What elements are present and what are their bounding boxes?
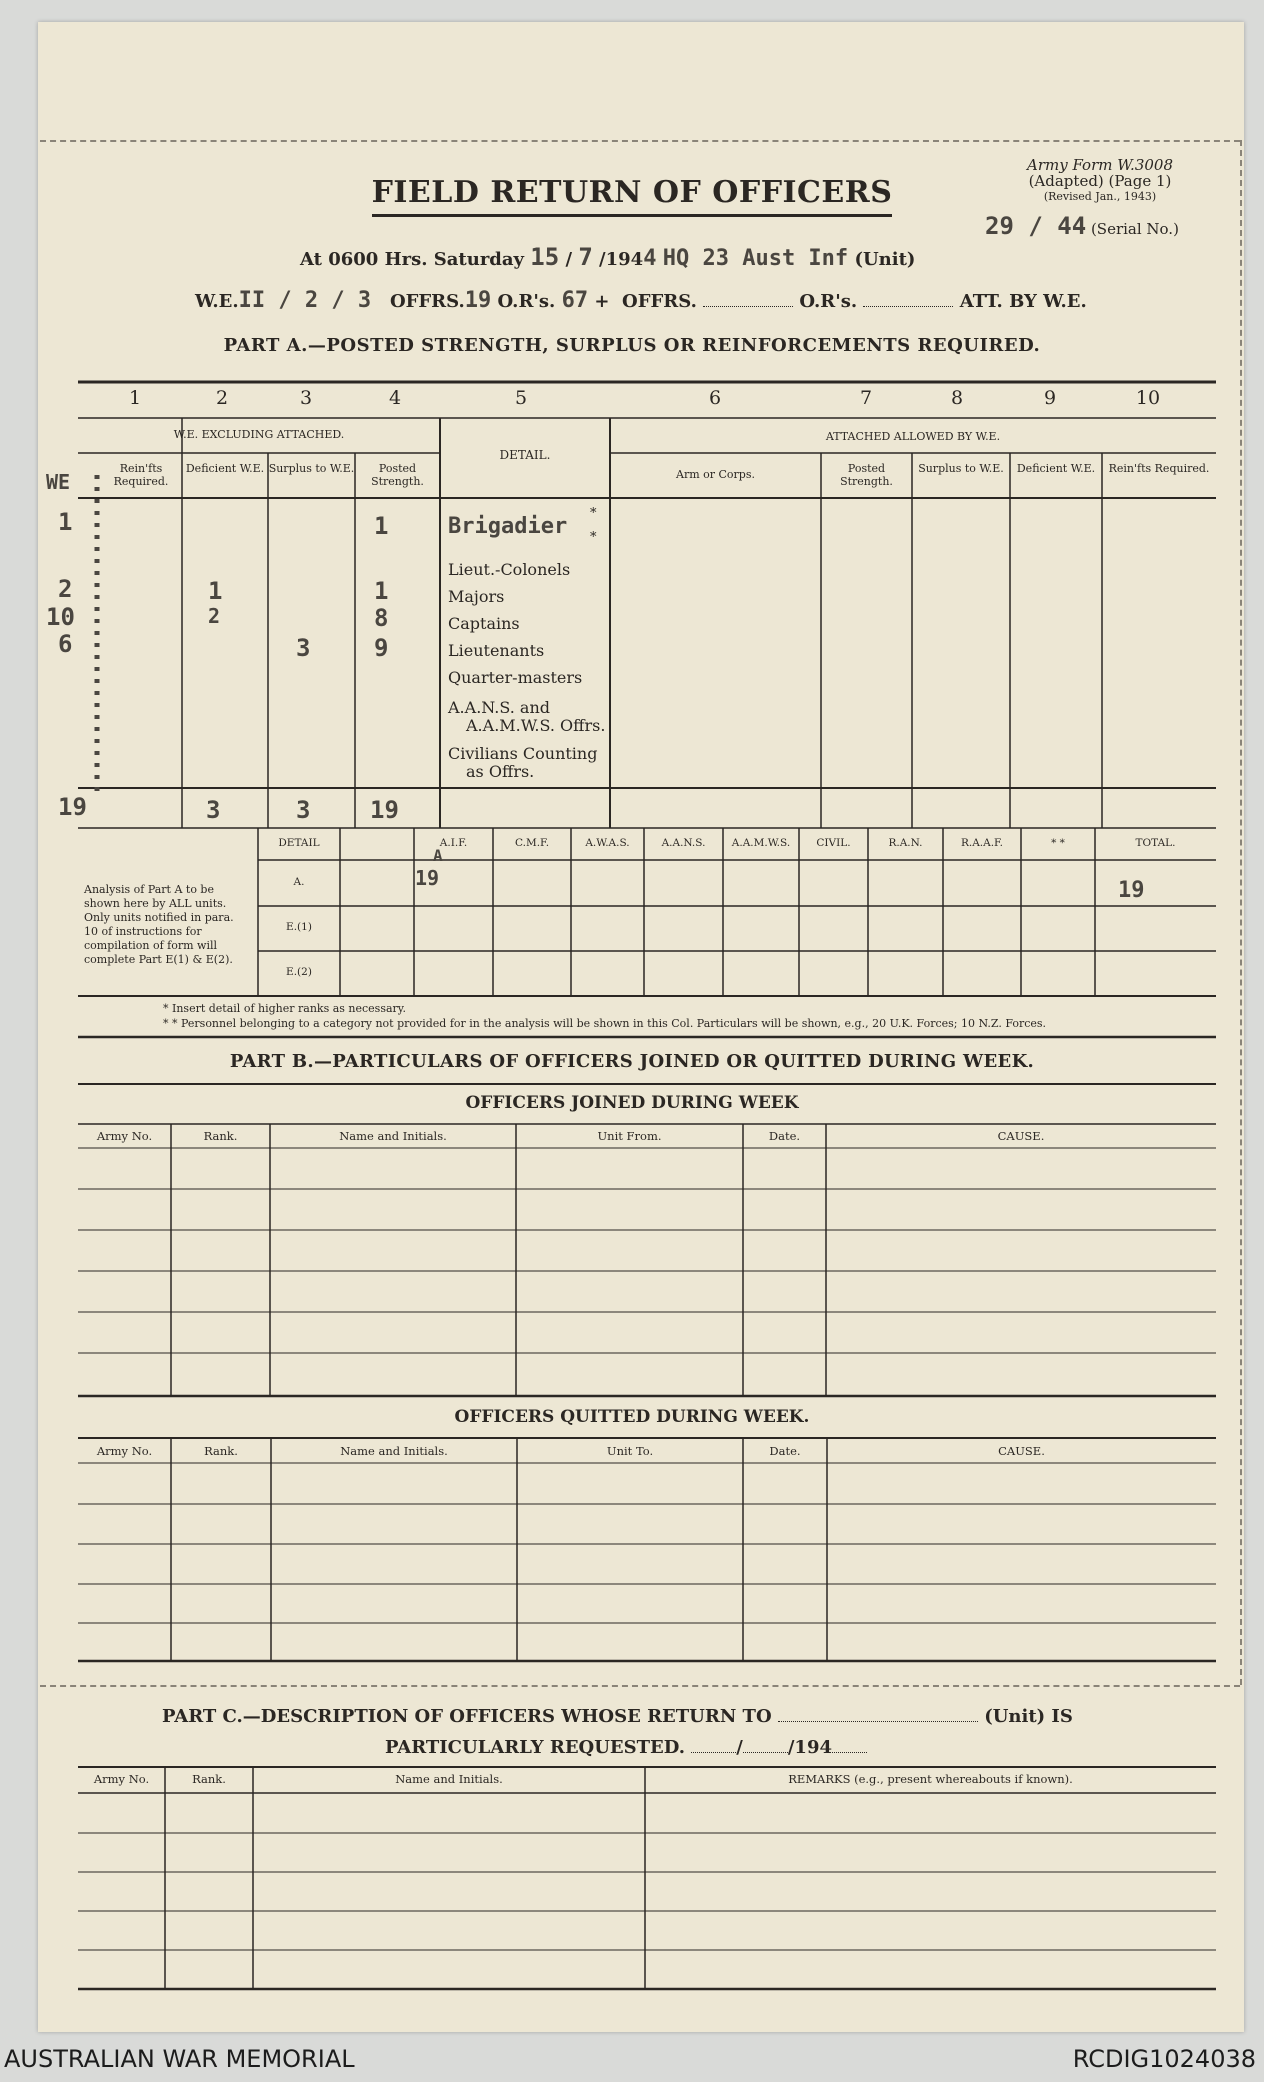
ors-label: O.R's. <box>497 291 556 312</box>
col-number-2: 2 <box>215 387 229 409</box>
plus-sign: + <box>594 291 610 312</box>
margin-we-brigadier: 1 <box>58 508 73 536</box>
date-month: 7 <box>578 243 593 271</box>
col-number-5: 5 <box>514 387 528 409</box>
total-we: 19 <box>58 793 87 821</box>
unit-name: HQ 23 Aust Inf <box>662 246 849 271</box>
asterisk-1: * <box>590 506 597 521</box>
col-header-deficient: Deficient W.E. <box>185 462 265 475</box>
quitted-header-army-no: Army No. <box>96 1444 153 1458</box>
analysis-header-aans: A.A.N.S. <box>661 837 706 849</box>
analysis-header-total: TOTAL. <box>1135 837 1176 849</box>
analysis-header-aif: A.I.F. <box>439 837 468 849</box>
part-c-title-b: (Unit) IS <box>984 1706 1073 1727</box>
analysis-header-raaf: R.A.A.F. <box>960 837 1004 849</box>
att-label: ATT. BY W.E. <box>959 291 1087 312</box>
col-number-7: 7 <box>859 387 873 409</box>
analysis-header-aamws: A.A.M.W.S. <box>731 837 791 849</box>
analysis-header-cmf: C.M.F. <box>514 837 550 849</box>
joined-header-rank: Rank. <box>203 1129 238 1143</box>
col-number-9: 9 <box>1043 387 1057 409</box>
date-prefix: At 0600 Hrs. Saturday <box>300 249 525 270</box>
analysis-a-aif: 19 <box>415 866 440 890</box>
quitted-header-unit-to: Unit To. <box>606 1444 654 1458</box>
analysis-row-e1: E.(1) <box>286 921 312 933</box>
part-c-header-remarks: REMARKS (e.g., present whereabouts if known). <box>788 1772 1073 1786</box>
col-header-arm-corps: Arm or Corps. <box>676 468 755 481</box>
part-a-title: PART A.—POSTED STRENGTH, SURPLUS OR REINFORCEMENTS REQUIRED. <box>223 335 1041 356</box>
asterisk-2: * <box>590 530 597 545</box>
rank-civilians-offrs: as Offrs. <box>466 762 535 781</box>
joined-header-unit-from: Unit From. <box>597 1129 662 1143</box>
ors-value: 67 <box>561 288 589 313</box>
form-ref-line1: Army Form W.3008 <box>1027 156 1173 174</box>
analysis-header-detail: DETAIL <box>278 837 320 849</box>
quitted-title: OFFICERS QUITTED DURING WEEK. <box>454 1407 810 1427</box>
part-b-title: PART B.—PARTICULARS OF OFFICERS JOINED OR QUITTED DURING WEEK. <box>229 1051 1035 1072</box>
rank-civilians: Civilians Counting <box>448 744 598 763</box>
part-c-header-name: Name and Initials. <box>395 1772 503 1786</box>
joined-title: OFFICERS JOINED DURING WEEK <box>465 1093 799 1113</box>
form-ref-line2: (Adapted) (Page 1) <box>1028 172 1172 190</box>
date-year-prefix: /194 <box>599 249 644 270</box>
footer-institution: AUSTRALIAN WAR MEMORIAL <box>4 2045 355 2073</box>
col-header-att-posted: Posted Strength. <box>840 462 893 488</box>
col-number-1: 1 <box>128 387 142 409</box>
col-header-att-reinfts: Rein'fts Required. <box>1108 462 1210 475</box>
serial-value: 29 / 44 <box>985 212 1087 240</box>
col-header-reinfts: Rein'fts Required. <box>113 462 169 488</box>
group-we-excluding-attached: W.E. EXCLUDING ATTACHED. <box>173 428 345 441</box>
margin-we-captains: 10 <box>46 603 75 631</box>
date-year-digit: 4 <box>643 246 657 271</box>
margin-we-lieutenants: 6 <box>58 630 73 658</box>
serial-label: (Serial No.) <box>1090 220 1179 238</box>
unit-label: (Unit) <box>854 249 916 270</box>
analysis-header-civil: CIVIL. <box>816 837 851 849</box>
analysis-row-a: A. <box>293 876 305 888</box>
posted-majors: 1 <box>374 577 389 605</box>
form-title-text: FIELD RETURN OF OFFICERS <box>372 175 893 217</box>
offrs2-label: OFFRS. <box>622 291 697 312</box>
analysis-header-other: * * <box>1051 837 1065 849</box>
col-header-att-surplus: Surplus to W.E. <box>918 462 1004 475</box>
analysis-a-total: 19 <box>1118 878 1145 903</box>
analysis-header-awas: A.W.A.S. <box>585 837 630 849</box>
form-ref-line3: (Revised Jan., 1943) <box>1043 190 1157 203</box>
joined-header-army-no: Army No. <box>96 1129 153 1143</box>
offrs-label: OFFRS. <box>389 291 465 312</box>
col-header-surplus: Surplus to W.E. <box>268 462 355 475</box>
quitted-header-rank: Rank. <box>204 1444 238 1458</box>
col-number-3: 3 <box>299 387 313 409</box>
we-label: W.E. <box>195 291 239 312</box>
col-header-att-deficient: Deficient W.E. <box>1016 462 1096 475</box>
col-header-posted: Posted Strength. <box>371 462 424 488</box>
surplus-lieutenants: 3 <box>296 634 311 662</box>
joined-header-cause: CAUSE. <box>997 1129 1045 1143</box>
part-c-date-slash: / <box>736 1737 743 1758</box>
joined-header-name: Name and Initials. <box>339 1129 447 1143</box>
rank-majors: Majors <box>448 587 505 606</box>
analysis-header-ran: R.A.N. <box>888 837 923 849</box>
part-c-requested: PARTICULARLY REQUESTED. <box>385 1737 685 1758</box>
col-number-4: 4 <box>388 387 402 409</box>
posted-captains: 8 <box>374 604 389 632</box>
footer-catalogue-id: RCDIG1024038 <box>1072 2045 1256 2073</box>
part-c-title-a: PART C.—DESCRIPTION OF OFFICERS WHOSE RETURN TO <box>162 1706 772 1727</box>
rank-aans: A.A.N.S. and <box>448 698 550 717</box>
margin-we-label: WE <box>46 470 71 494</box>
we-value: II / 2 / 3 <box>238 288 372 313</box>
part-c-line2 <box>385 1737 867 1758</box>
part-c-header-rank: Rank. <box>192 1772 226 1786</box>
deficient-captains: 2 <box>208 604 221 628</box>
footnote-1: * Insert detail of higher ranks as necessary. <box>163 1002 407 1015</box>
offrs-value: 19 <box>464 288 492 313</box>
rank-lieutenants: Lieutenants <box>448 641 545 660</box>
quitted-header-date: Date. <box>769 1444 801 1458</box>
deficient-majors: 1 <box>208 577 223 605</box>
part-c-title <box>162 1706 1073 1727</box>
detail-header: DETAIL. <box>499 448 551 462</box>
analysis-row-e2: E.(2) <box>286 966 312 978</box>
col-number-6: 6 <box>708 387 722 409</box>
posted-lieutenants: 9 <box>374 634 389 662</box>
rank-lieut-colonels: Lieut.-Colonels <box>448 560 571 579</box>
total-surplus: 3 <box>296 796 311 824</box>
quitted-header-name: Name and Initials. <box>340 1444 448 1458</box>
part-c-year: /194 <box>787 1737 833 1758</box>
footnote-2: * * Personnel belonging to a category not provided for in the analysis will be shown in this Col. Particulars will be shown, e.g., 20 U.K. Forces; 10 N.Z. Forces. <box>163 1017 1047 1030</box>
ors2-label: O.R's. <box>799 291 858 312</box>
col-number-10: 10 <box>1135 387 1161 409</box>
total-posted: 19 <box>370 796 399 824</box>
quitted-header-cause: CAUSE. <box>998 1444 1045 1458</box>
group-attached-allowed: ATTACHED ALLOWED BY W.E. <box>825 430 1001 443</box>
col-number-8: 8 <box>950 387 964 409</box>
part-c-header-army-no: Army No. <box>93 1772 150 1786</box>
analysis-a-mark: A <box>433 846 443 865</box>
rank-quarter-masters: Quarter-masters <box>448 668 583 687</box>
total-deficient: 3 <box>206 796 221 824</box>
posted-brigadier: 1 <box>374 512 389 540</box>
rank-aamws: A.A.M.W.S. Offrs. <box>466 716 606 735</box>
margin-we-majors: 2 <box>58 575 73 603</box>
date-unit-line: At 0600 Hrs. Saturday 15 / 7 /1944 HQ 23 Aust Inf (Unit) <box>300 243 916 271</box>
joined-header-date: Date. <box>768 1129 801 1143</box>
rank-brigadier: Brigadier <box>448 514 568 539</box>
date-day: 15 <box>530 243 560 271</box>
analysis-note: Analysis of Part A to be shown here by ALL units. Only units notified in para. 10 of instructions for compilation of form will complete Part E(1) & E(2). <box>84 883 234 966</box>
rank-captains: Captains <box>448 614 520 633</box>
